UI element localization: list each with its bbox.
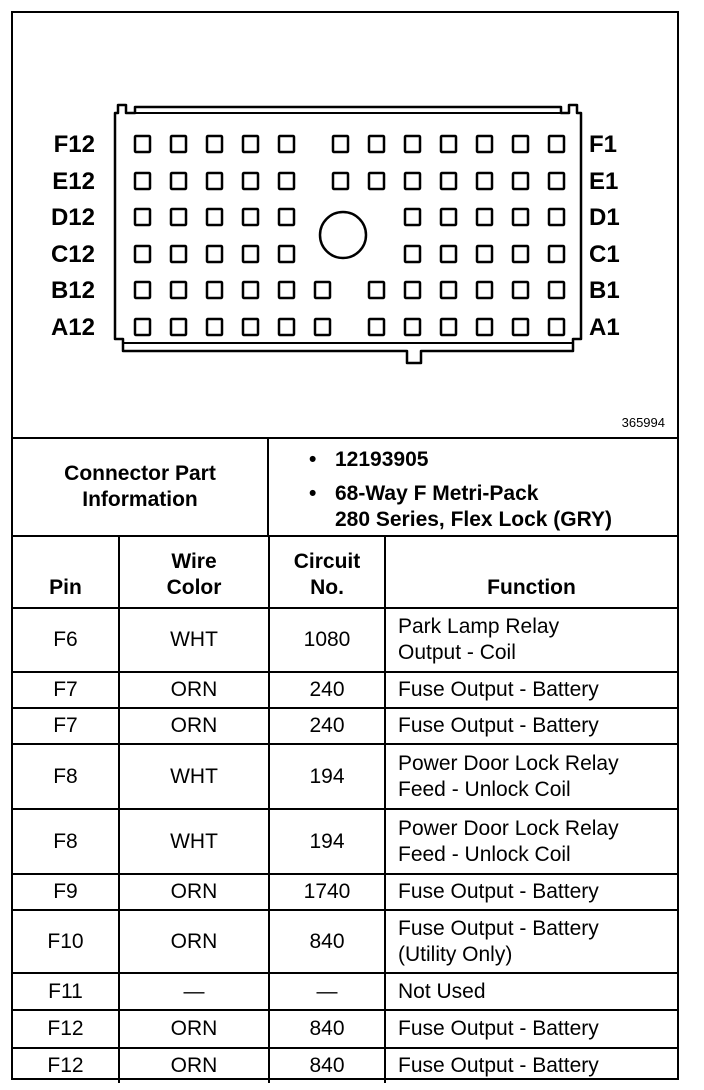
function-cell [385,1048,677,1083]
pin-cavity [243,136,258,152]
table-row [13,744,677,809]
pin-cavity [513,209,528,225]
pin-cavity [279,209,294,225]
header-function: Function [385,536,677,608]
pin-cavity [171,209,186,225]
pin-cavity [477,173,492,189]
pin-cavity [369,173,384,189]
bullet-icon: • [309,448,317,471]
pin-cavity [513,282,528,298]
table-header-row [13,536,677,608]
circuit-cell: 840 [269,1048,385,1083]
pin-cavity [549,209,564,225]
row-label-c12: C12 [50,241,95,268]
pin-cell: F7 [13,672,119,708]
pin-cell: F8 [13,809,119,874]
pin-cavity [549,282,564,298]
bullet-icon: • [309,482,317,505]
function-cell [385,874,677,910]
pin-cavity [243,319,258,335]
wire-color-cell: ORN [119,708,269,744]
circuit-cell: 194 [269,744,385,809]
function-line1: Fuse Output - Battery [398,714,599,737]
row-label-b1: B1 [589,277,620,304]
pin-cavity [135,246,150,262]
pin-cavity [279,173,294,189]
pin-cavity [135,282,150,298]
connector-face-diagram [13,13,677,437]
function-cell [385,608,677,672]
pin-cavity [477,136,492,152]
function-cell [385,809,677,874]
pin-cavity [369,282,384,298]
row-label-e1: E1 [589,168,619,195]
pin-cavity [315,282,330,298]
pin-cavity [441,136,456,152]
table-row [13,708,677,744]
function-cell [385,672,677,708]
row-label-f12: F12 [53,131,95,158]
circuit-cell: — [269,973,385,1010]
wire-color-cell: ORN [119,1010,269,1048]
pin-cell: F12 [13,1010,119,1048]
pin-cavity [207,209,222,225]
pin-cavity [441,246,456,262]
wire-color-cell: — [119,973,269,1010]
pin-cavity [207,136,222,152]
table-row [13,1048,677,1083]
pin-cavity [405,209,420,225]
pin-cell: F7 [13,708,119,744]
function-cell [385,708,677,744]
pin-cavity [513,246,528,262]
wire-color-cell: ORN [119,874,269,910]
circuit-cell: 1080 [269,608,385,672]
header-wire-color: Wire Color [119,536,269,608]
pin-cavity [135,136,150,152]
wire-color-cell: ORN [119,1048,269,1083]
pin-cavity [171,246,186,262]
pin-cavity [513,319,528,335]
table-row [13,672,677,708]
wire-color-cell: WHT [119,608,269,672]
pin-cavity [243,209,258,225]
function-line2: Feed - Unlock Coil [398,777,571,801]
circuit-cell: 1740 [269,874,385,910]
connector-info-label-line2: Information [82,488,198,511]
function-line1: Fuse Output - Battery [398,880,599,903]
pin-cavity [477,319,492,335]
pin-cell: F8 [13,744,119,809]
pin-cavity [441,209,456,225]
function-line1: Power Door Lock Relay [398,751,619,775]
circuit-cell: 194 [269,809,385,874]
pin-cavity [315,319,330,335]
pin-cavity [171,136,186,152]
pin-cavity [441,173,456,189]
pin-cavity [333,136,348,152]
pin-cell: F10 [13,910,119,973]
wire-color-cell: ORN [119,910,269,973]
pin-cavity [243,173,258,189]
pin-cavity [477,246,492,262]
header-pin: Pin [13,536,119,608]
pin-cavity [279,136,294,152]
function-cell [385,973,677,1010]
pin-cavity [405,173,420,189]
pin-cavity [171,282,186,298]
pin-cavity [441,282,456,298]
pin-cell: F9 [13,874,119,910]
function-line1: Fuse Output - Battery [398,1054,599,1077]
pin-cavity [279,246,294,262]
left-row-labels [51,131,95,341]
connector-sheet [11,11,679,1080]
pin-cavity [513,136,528,152]
row-label-d12: D12 [50,204,95,231]
pin-cavity [333,173,348,189]
pin-cavity [135,319,150,335]
function-line2: (Utility Only) [398,942,513,966]
function-line1: Fuse Output - Battery [398,1017,599,1040]
row-label-a1: A1 [589,314,620,341]
table-row [13,874,677,910]
wire-color-cell: WHT [119,744,269,809]
table-row [13,1010,677,1048]
pin-cavity [477,209,492,225]
function-line1: Fuse Output - Battery [398,916,599,940]
circuit-cell: 240 [269,672,385,708]
pin-cavity [135,209,150,225]
function-line2: Output - Coil [398,641,516,664]
connector-description-line2: 280 Series, Flex Lock (GRY) [335,508,613,531]
circuit-cell: 240 [269,708,385,744]
circuit-cell: 840 [269,910,385,973]
pin-cavity [441,319,456,335]
pin-cavity [477,282,492,298]
pinout-table [13,535,677,1083]
function-line2: Feed - Unlock Coil [398,842,571,866]
pin-cavity [369,319,384,335]
pin-cavity [513,173,528,189]
pin-cavity [171,319,186,335]
connector-part-information [13,437,677,537]
pin-cavity [135,173,150,189]
wire-color-cell: ORN [119,672,269,708]
pin-cavity [549,136,564,152]
pin-cavity [207,319,222,335]
function-line1: Power Door Lock Relay [398,816,619,840]
table-row [13,809,677,874]
connector-info-label [13,439,269,535]
function-line1: Fuse Output - Battery [398,678,599,701]
row-label-d1: D1 [589,204,620,231]
row-label-c1: C1 [589,241,620,268]
pin-cavity [405,246,420,262]
pin-cavity [549,246,564,262]
wire-color-cell: WHT [119,809,269,874]
function-cell [385,910,677,973]
pin-cavity [243,246,258,262]
pin-cavity [207,173,222,189]
table-row [13,973,677,1010]
row-label-a12: A12 [50,314,95,341]
function-cell [385,1010,677,1048]
center-keying-post [320,212,366,258]
pin-cavity [369,136,384,152]
row-label-b12: B12 [50,277,95,304]
pin-cell: F11 [13,973,119,1010]
pin-cavity [405,282,420,298]
pin-cavity [171,173,186,189]
pin-cell: F12 [13,1048,119,1083]
table-row [13,608,677,672]
pin-cavity [243,282,258,298]
pin-cavity [549,319,564,335]
function-line1: Not Used [398,979,486,1003]
row-label-f1: F1 [589,131,618,158]
circuit-cell: 840 [269,1010,385,1048]
connector-info-values [269,439,677,535]
function-line1: Park Lamp Relay [398,615,560,638]
pin-cavity [405,136,420,152]
pin-cavity [549,173,564,189]
right-row-labels [589,131,620,341]
pin-cavity [405,319,420,335]
row-label-e12: E12 [52,168,95,195]
function-cell [385,744,677,809]
header-circuit-no: Circuit No. [269,536,385,608]
connector-description-line1: 68-Way F Metri-Pack [335,482,539,505]
part-number: 12193905 [335,448,429,471]
pin-cavity [207,246,222,262]
figure-number: 365994 [621,415,665,430]
pin-cavity [279,319,294,335]
connector-info-label-line1: Connector Part [64,462,216,485]
pin-cavity [279,282,294,298]
pin-cell: F6 [13,608,119,672]
pin-cavity [207,282,222,298]
table-row [13,910,677,973]
